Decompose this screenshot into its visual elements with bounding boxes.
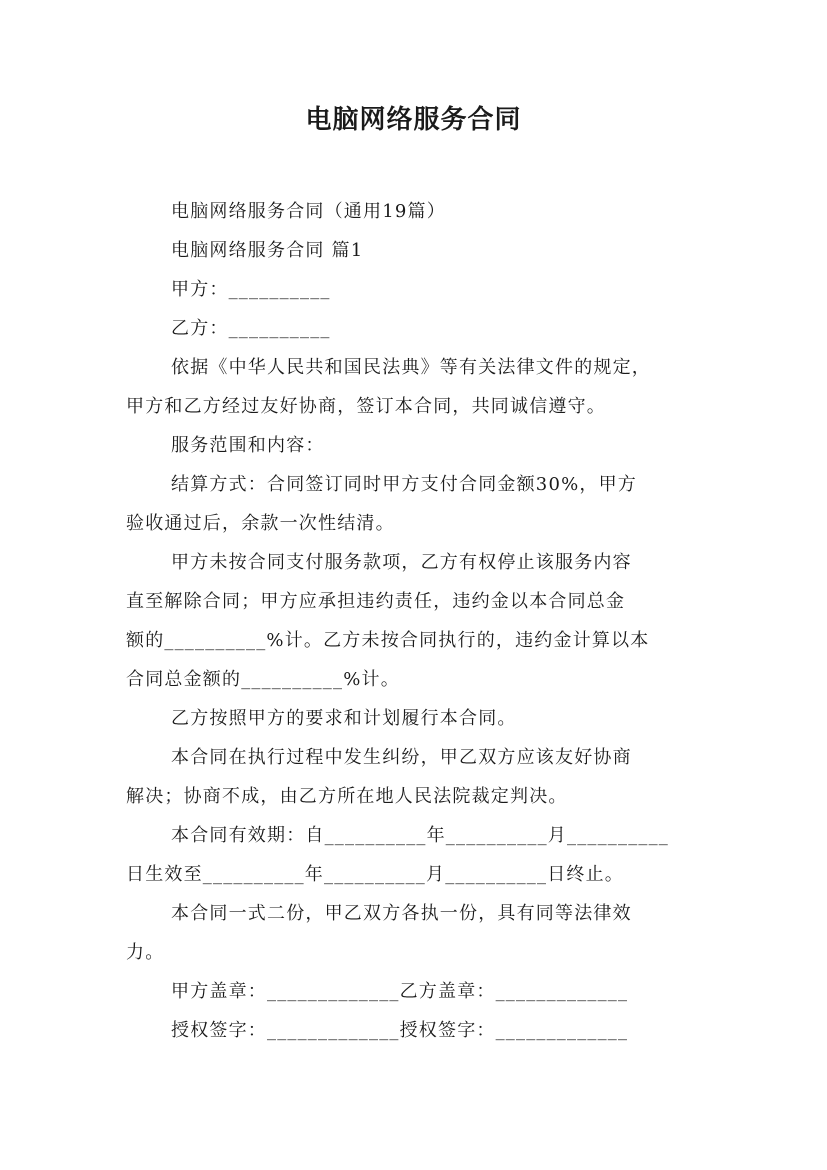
signature-line: 授权签字：_____________授权签字：_____________ (171, 1020, 629, 1041)
paragraph-line: 力。 (126, 942, 165, 963)
paragraph-line: 甲方和乙方经过友好协商，签订本合同，共同诚信遵守。 (126, 396, 606, 417)
paragraph-line: 结算方式：合同签订同时甲方支付合同金额30%，甲方 (171, 474, 638, 495)
paragraph-line: 解决；协商不成，由乙方所在地人民法院裁定判决。 (126, 786, 568, 807)
section-heading: 电脑网络服务合同 篇1 (171, 240, 364, 261)
paragraph-line: 直至解除合同；甲方应承担违约责任，违约金以本合同总金 (126, 591, 626, 612)
paragraph-line: 服务范围和内容： (171, 435, 325, 456)
paragraph-line: 本合同一式二份，甲乙双方各执一份，具有同等法律效 (171, 903, 632, 924)
document-title: 电脑网络服务合同 (305, 105, 522, 135)
paragraph-line: 本合同有效期：自__________年__________月__________ (171, 825, 669, 846)
paragraph-line: 甲方未按合同支付服务款项，乙方有权停止该服务内容 (171, 552, 632, 573)
paragraph-line: 乙方按照甲方的要求和计划履行本合同。 (171, 708, 517, 729)
paragraph-line: 额的__________%计。乙方未按合同执行的，违约金计算以本 (126, 630, 650, 651)
seal-line: 甲方盖章：_____________乙方盖章：_____________ (171, 981, 629, 1002)
subtitle: 电脑网络服务合同（通用19篇） (171, 201, 446, 222)
paragraph-line: 验收通过后，余款一次性结清。 (126, 513, 395, 534)
party-b-line: 乙方：__________ (171, 318, 331, 339)
paragraph-line: 本合同在执行过程中发生纠纷，甲乙双方应该友好协商 (171, 747, 632, 768)
paragraph-line: 依据《中华人民共和国民法典》等有关法律文件的规定， (171, 357, 651, 378)
paragraph-line: 合同总金额的__________%计。 (126, 669, 400, 690)
paragraph-line: 日生效至__________年__________月__________日终止。 (126, 864, 624, 885)
party-a-line: 甲方：__________ (171, 279, 331, 300)
